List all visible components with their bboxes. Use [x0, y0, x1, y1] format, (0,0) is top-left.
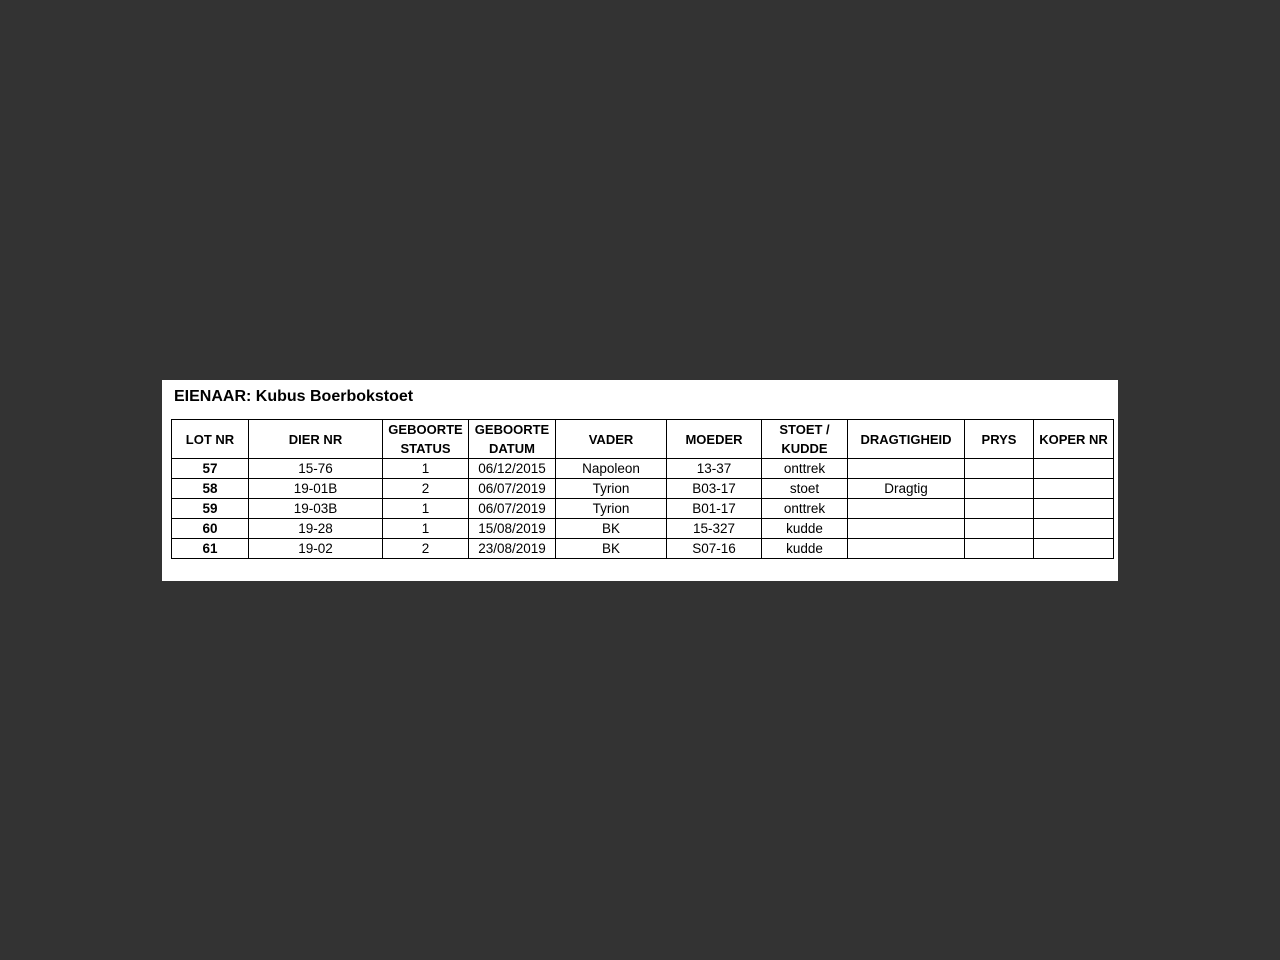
header-vader: VADER [556, 420, 667, 459]
owner-heading: EIENAAR: Kubus Boerbokstoet [174, 388, 414, 405]
cell-stoet-kudde: kudde [762, 519, 848, 539]
cell-vader: Tyrion [556, 479, 667, 499]
table-row [172, 499, 1114, 519]
cell-dragtigheid: Dragtig [848, 479, 965, 499]
cell-geboorte-status: 1 [383, 459, 469, 479]
cell-geboorte-datum: 06/07/2019 [469, 479, 556, 499]
cell-stoet-kudde: stoet [762, 479, 848, 499]
cell-geboorte-datum: 06/07/2019 [469, 499, 556, 519]
header-stoet-kudde: STOET / KUDDE [762, 420, 848, 459]
cell-koper-nr [1034, 479, 1114, 499]
cell-dragtigheid [848, 519, 965, 539]
cell-geboorte-datum: 06/12/2015 [469, 459, 556, 479]
cell-geboorte-status: 2 [383, 539, 469, 559]
cell-dragtigheid [848, 499, 965, 519]
cell-dier-nr: 15-76 [249, 459, 383, 479]
document-page [162, 380, 1118, 581]
cell-vader: Napoleon [556, 459, 667, 479]
cell-moeder: B03-17 [667, 479, 762, 499]
cell-lot-nr: 59 [172, 499, 249, 519]
lots-table [171, 419, 1114, 559]
cell-koper-nr [1034, 519, 1114, 539]
cell-stoet-kudde: onttrek [762, 499, 848, 519]
cell-prys [965, 499, 1034, 519]
cell-prys [965, 519, 1034, 539]
cell-geboorte-status: 2 [383, 479, 469, 499]
cell-koper-nr [1034, 499, 1114, 519]
table-row [172, 519, 1114, 539]
cell-geboorte-status: 1 [383, 519, 469, 539]
cell-lot-nr: 61 [172, 539, 249, 559]
cell-lot-nr: 60 [172, 519, 249, 539]
cell-vader: BK [556, 519, 667, 539]
cell-stoet-kudde: kudde [762, 539, 848, 559]
header-dier-nr: DIER NR [249, 420, 383, 459]
cell-dragtigheid [848, 459, 965, 479]
cell-koper-nr [1034, 459, 1114, 479]
cell-dier-nr: 19-28 [249, 519, 383, 539]
cell-moeder: 15-327 [667, 519, 762, 539]
cell-moeder: 13-37 [667, 459, 762, 479]
header-geboorte-datum: GEBOORTE DATUM [469, 420, 556, 459]
header-lot-nr: LOT NR [172, 420, 249, 459]
cell-koper-nr [1034, 539, 1114, 559]
cell-dragtigheid [848, 539, 965, 559]
table-header-row [172, 420, 1114, 459]
header-koper-nr: KOPER NR [1034, 420, 1114, 459]
cell-vader: BK [556, 539, 667, 559]
cell-prys [965, 459, 1034, 479]
cell-dier-nr: 19-03B [249, 499, 383, 519]
cell-vader: Tyrion [556, 499, 667, 519]
cell-geboorte-datum: 23/08/2019 [469, 539, 556, 559]
header-dragtigheid: DRAGTIGHEID [848, 420, 965, 459]
header-prys: PRYS [965, 420, 1034, 459]
cell-dier-nr: 19-01B [249, 479, 383, 499]
table-row [172, 479, 1114, 499]
header-moeder: MOEDER [667, 420, 762, 459]
cell-moeder: B01-17 [667, 499, 762, 519]
cell-lot-nr: 57 [172, 459, 249, 479]
table-row [172, 459, 1114, 479]
cell-geboorte-status: 1 [383, 499, 469, 519]
cell-geboorte-datum: 15/08/2019 [469, 519, 556, 539]
cell-stoet-kudde: onttrek [762, 459, 848, 479]
cell-prys [965, 479, 1034, 499]
header-geboorte-status: GEBOORTE STATUS [383, 420, 469, 459]
cell-moeder: S07-16 [667, 539, 762, 559]
cell-dier-nr: 19-02 [249, 539, 383, 559]
cell-prys [965, 539, 1034, 559]
table-row [172, 539, 1114, 559]
cell-lot-nr: 58 [172, 479, 249, 499]
